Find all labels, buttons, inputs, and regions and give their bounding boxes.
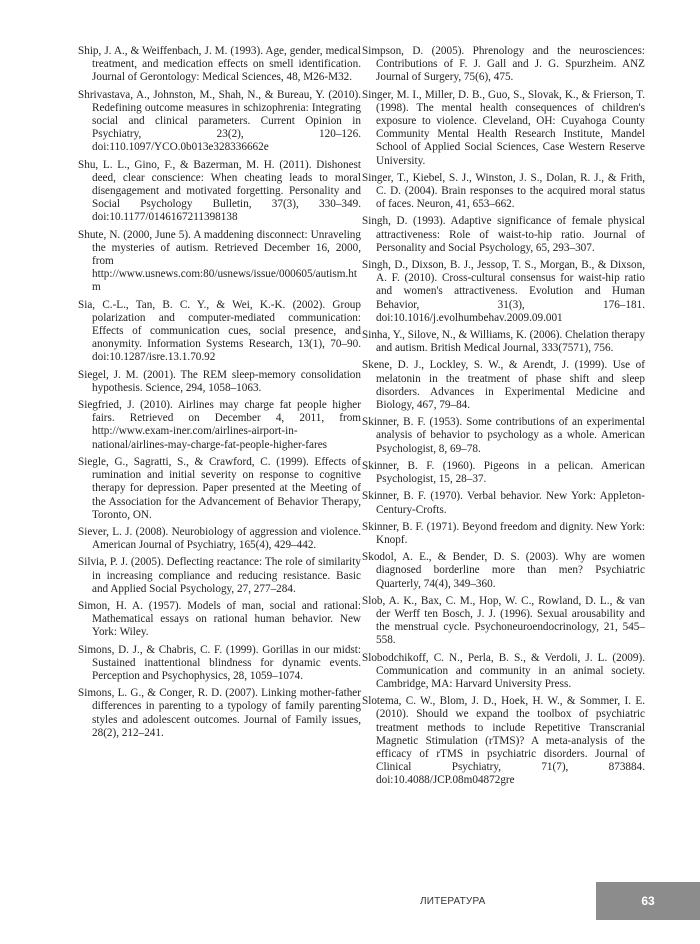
reference-entry: Skinner, B. F. (1960). Pigeons in a pelican. American Psychologist, 15, 28–37. [362, 459, 645, 486]
reference-entry: Shute, N. (2000, June 5). A maddening disconnect: Unraveling the mysteries of autism. Retrieved December 16, 2000, from http://www.usnews.com:80/usnews/issue/000605/autism.htm [78, 228, 361, 294]
reference-entry: Singer, T., Kiebel, S. J., Winston, J. S., Dolan, R. J., & Frith, C. D. (2004). Brain responses to the acquired moral status of faces. Neuron, 41, 653–662. [362, 171, 645, 211]
reference-entry: Sinha, Y., Silove, N., & Williams, K. (2006). Chelation therapy and autism. British Medical Journal, 333(7571), 756. [362, 329, 645, 355]
page-number: 63 [641, 894, 655, 908]
reference-entry: Simon, H. A. (1957). Models of man, social and rational: Mathematical essays on rational human behavior. New York: Wiley. [78, 599, 361, 639]
reference-entry: Skinner, B. F. (1953). Some contributions of an experimental analysis of behavior to psychology as a whole. American Psychologist, 8, 69–78. [362, 416, 645, 455]
reference-entry: Slobodchikoff, C. N., Perla, B. S., & Verdoli, J. L. (2009). Communication and community in an animal society. Cambridge, MA: Harvard University Press. [362, 651, 645, 690]
reference-entry: Siegfried, J. (2010). Airlines may charge fat people higher fairs. Retrieved on December 4, 2011, from http://www.exam-iner.com/airlines-airport-in-national/airlines-may-charge-fat-people-higher-fares [78, 399, 361, 451]
references-right-column [362, 45, 645, 792]
reference-entry: Shrivastava, A., Johnston, M., Shah, N., & Bureau, Y. (2010). Redefining outcome measures in schizophrenia: Integrating social and clinical parameters. Current Opinion in Psychiatry, 23(2), 120–126. doi:110.1097/YCO.0b013e328336662e [78, 88, 361, 154]
reference-entry: Silvia, P. J. (2005). Deflecting reactance: The role of similarity in increasing compliance and reducing resistance. Basic and Applied Social Psychology, 27, 277–284. [78, 556, 361, 595]
reference-entry: Singer, M. I., Miller, D. B., Guo, S., Slovak, K., & Frierson, T. (1998). The mental health consequences of children's exposure to violence. Cleveland, OH: Cuyahoga County Community Mental Health Research Institute, Mandel School of Applied Social Sciences, Case Western Reserve University. [362, 88, 645, 167]
reference-entry: Sia, C.-L., Tan, B. C. Y., & Wei, K.-K. (2002). Group polarization and computer-mediated communication: Effects of communication cues, social presence, and anonymity. Information Systems Research, 13(1), 70–90. doi:10.1287/isre.13.1.70.92 [78, 298, 361, 364]
reference-entry: Singh, D. (1993). Adaptive significance of female physical attractiveness: Role of waist-to-hip ratio. Journal of Personality and Social Psychology, 65, 293–307. [362, 215, 645, 254]
reference-entry: Skinner, B. F. (1970). Verbal behavior. New York: Appleton-Century-Crofts. [362, 490, 645, 516]
reference-entry: Siegel, J. M. (2001). The REM sleep-memory consolidation hypothesis. Science, 294, 1058–1063. [78, 368, 361, 394]
reference-entry: Slotema, C. W., Blom, J. D., Hoek, H. W., & Sommer, I. E. (2010). Should we expand the toolbox of psychiatric treatment methods to include Repetitive Transcranial Magnetic Stimulation (rTMS)? A meta-analysis of the efficacy of rTMS in psychiatric disorders. Journal of Clinical Psychiatry, 71(7), 873884. doi:10.4088/JCP.08m04872gre [362, 695, 645, 787]
reference-entry: Simons, L. G., & Conger, R. D. (2007). Linking mother-father differences in parenting to a typology of family parenting styles and adolescent outcomes. Journal of Family issues, 28(2), 212–241. [78, 687, 361, 739]
reference-entry: Ship, J. A., & Weiffenbach, J. M. (1993). Age, gender, medical treatment, and medication effects on smell identification. Journal of Gerontology: Medical Sciences, 48, M26-M32. [78, 45, 361, 84]
reference-entry: Slob, A. K., Bax, C. M., Hop, W. C., Rowland, D. L., & van der Werff ten Bosch, J. J. (1996). Sexual arousability and the menstrual cycle. Psychoneuroendocrinology, 21, 545–558. [362, 594, 645, 647]
reference-entry: Shu, L. L., Gino, F., & Bazerman, M. H. (2011). Dishonest deed, clear conscience: When cheating leads to moral disengagement and motivated forgetting. Personality and Social Psychology Bulletin, 37(3), 330–349. doi:10.1177/0146167211398138 [78, 158, 361, 224]
reference-entry: Siever, L. J. (2008). Neurobiology of aggression and violence. American Journal of Psychiatry, 165(4), 429–442. [78, 525, 361, 552]
reference-entry: Skinner, B. F. (1971). Beyond freedom and dignity. New York: Knopf. [362, 520, 645, 546]
reference-entry: Simpson, D. (2005). Phrenology and the neurosciences: Contributions of F. J. Gall and J. G. Spurzheim. ANZ Journal of Surgery, 75(6), 475. [362, 45, 645, 84]
page-number-box [596, 882, 700, 920]
reference-entry: Skodol, A. E., & Bender, D. S. (2003). Why are women diagnosed borderline more than men? Psychiatric Quarterly, 74(4), 349–360. [362, 551, 645, 590]
reference-entry: Siegle, G., Sagratti, S., & Crawford, C. (1999). Effects of rumination and initial severity on response to cognitive therapy for depression. Paper presented at the Meeting of the Association for the Advancement of Behavior Therapy, Toronto, ON. [78, 455, 361, 521]
reference-entry: Simons, D. J., & Chabris, C. F. (1999). Gorillas in our midst: Sustained inattentional blindness for dynamic events. Perception and Psychophysics, 28, 1059–1074. [78, 643, 361, 682]
section-label: ЛИТЕРАТУРА [420, 896, 486, 907]
reference-entry: Singh, D., Dixson, B. J., Jessop, T. S., Morgan, B., & Dixson, A. F. (2010). Cross-cultural consensus for waist-hip ratio and women's attractiveness. Evolution and Human Behavior, 31(3), 176–181. doi:10.1016/j.evolhumbehav.2009.09.001 [362, 259, 645, 324]
references-left-column [78, 45, 361, 744]
reference-entry: Skene, D. J., Lockley, S. W., & Arendt, J. (1999). Use of melatonin in the treatment of phase shift and sleep disorders. Advances in Experimental Medicine and Biology, 467, 79–84. [362, 359, 645, 412]
